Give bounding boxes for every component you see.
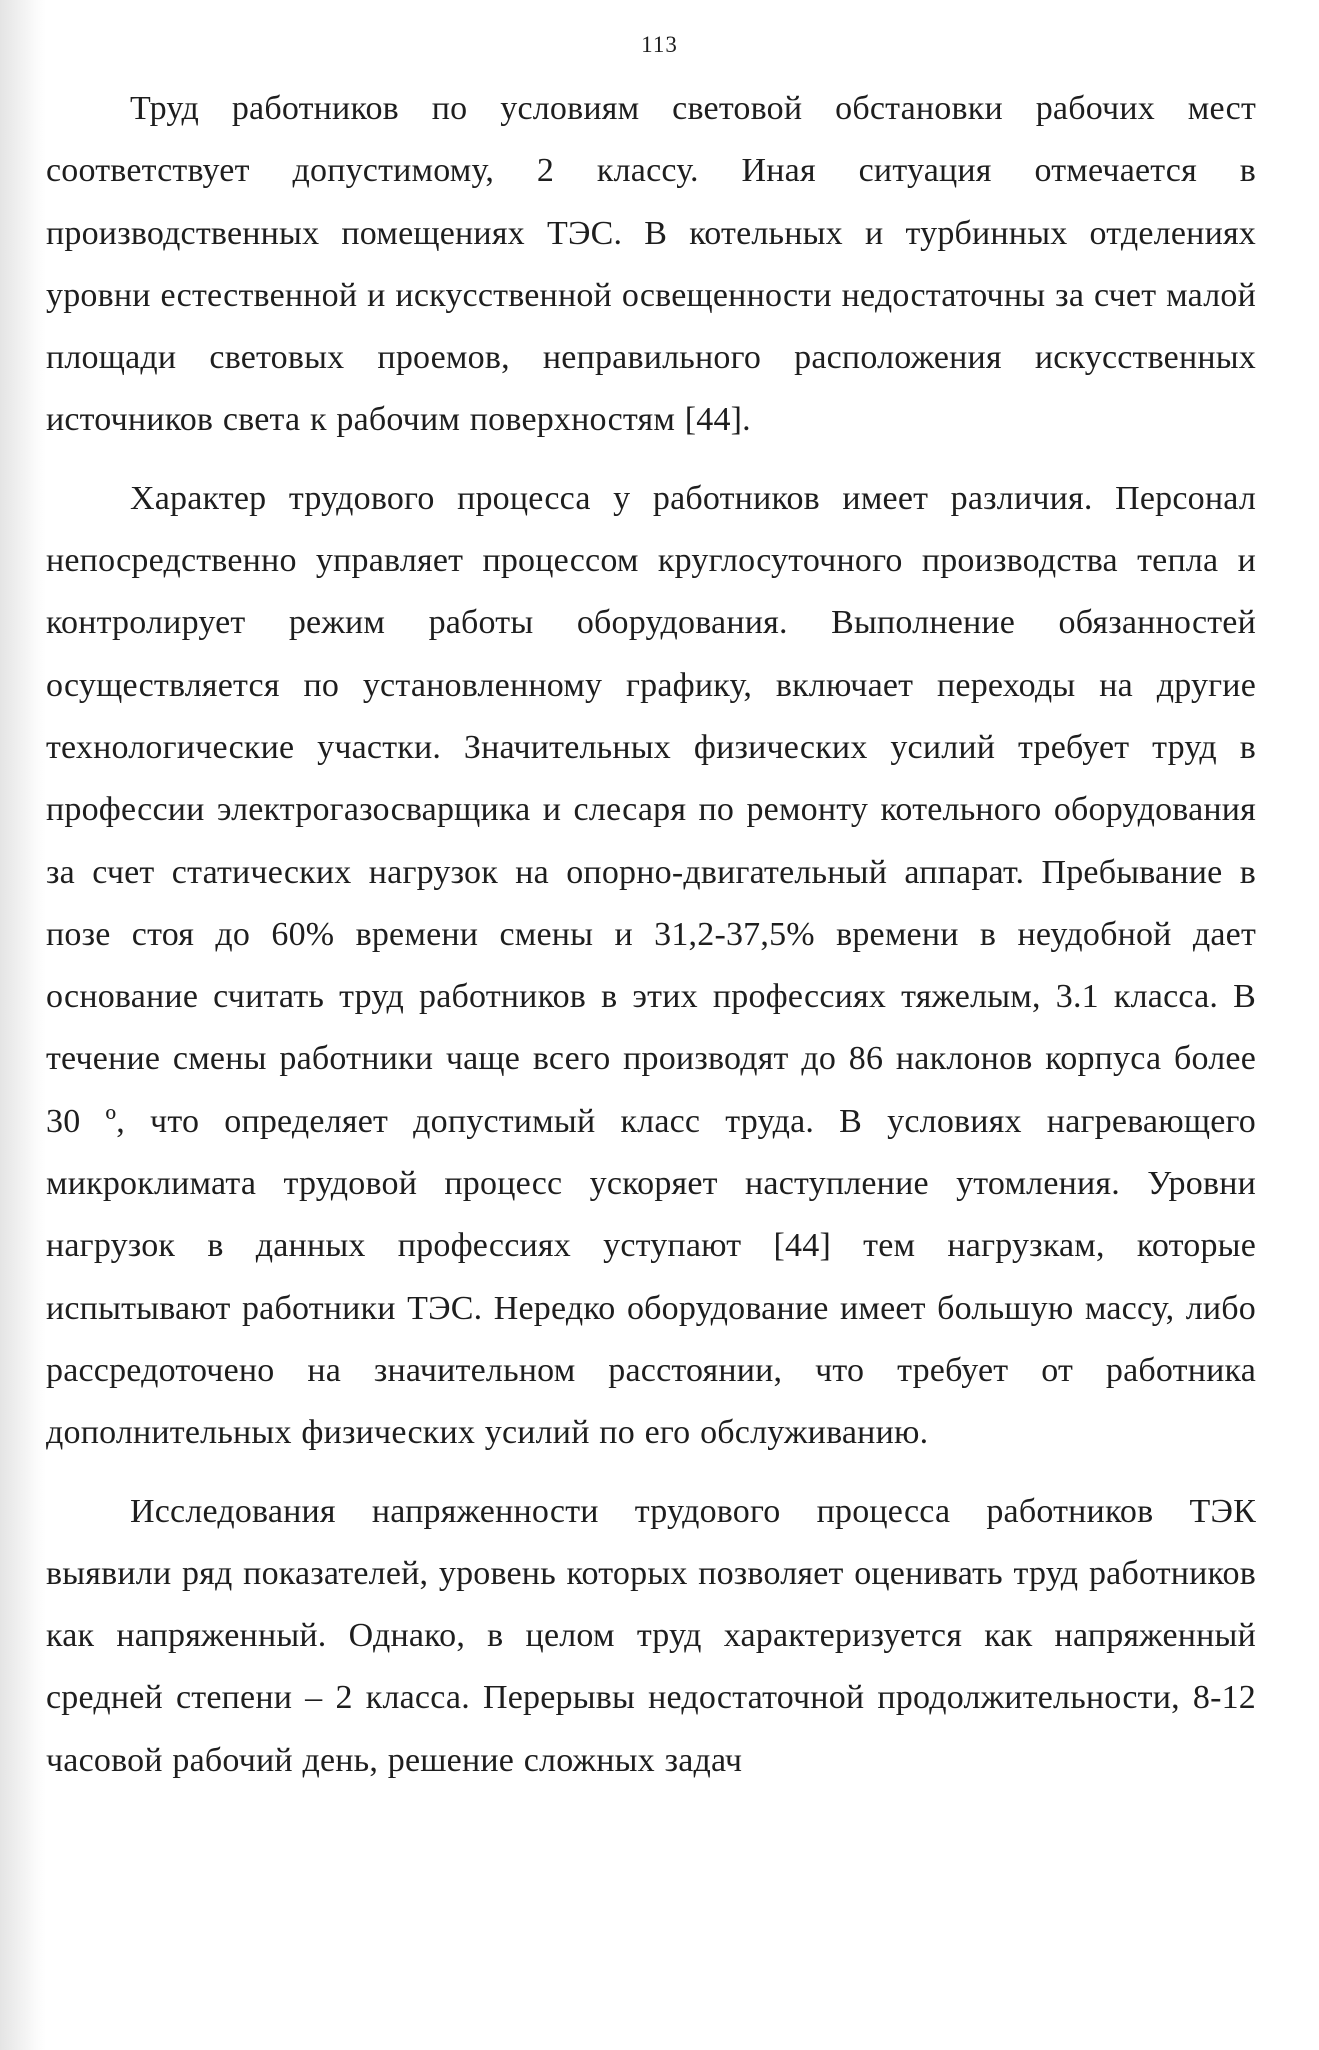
paragraph-work-process-severity: Характер трудового процесса у работников имеет различия. Персонал непосредственно управляет процессом круглосуточного производства тепла и контролирует режим работы оборудования. Выполнение обязанностей осуществляется по установленному графику, включает переходы на другие технологические участки. Значительных физических усилий требует труд в профессии электрогазосварщика и слесаря по ремонту котельного оборудования за счет статических нагрузок на опорно-двигательный аппарат. Пребывание в позе стоя до 60% времени смены и 31,2-37,5% времени в неудобной дает основание считать труд работников в этих профессиях тяжелым, 3.1 класса. В течение смены работники чаще всего производят до 86 наклонов корпуса более 30 º, что определяет допустимый класс труда. В условиях нагревающего микроклимата трудовой процесс ускоряет наступление утомления. Уровни нагрузок в данных профессиях уступают [44] тем нагрузкам, которые испытывают работники ТЭС. Нередко оборудование имеет большую массу, либо рассредоточено на значительном расстоянии, что требует от работника дополнительных физических усилий по его обслуживанию. <box>46 479 1256 1452</box>
paragraph-lighting-conditions: Труд работников по условиям световой обстановки рабочих мест соответствует допустимому, 2 классу. Иная ситуация отмечается в производственных помещениях ТЭС. В котельных и турбинных отделениях уровни естественной и искусственной освещенности недостаточны за счет малой площади световых проемов, неправильного расположения искусственных источников света к рабочим поверхностям [44]. <box>46 90 1256 439</box>
page-number: 113 <box>641 32 678 57</box>
paragraph-work-process-intensity: Исследования напряженности трудового процесса работников ТЭК выявили ряд показателей, уровень которых позволяет оценивать труд работников как напряженный. Однако, в целом труд характеризуется как напряженный средней степени – 2 класса. Перерывы недостаточной продолжительности, 8-12 часовой рабочий день, решение сложных задач <box>46 1492 1256 1779</box>
document-body <box>46 78 1256 1808</box>
scan-shadow-edge <box>0 0 46 2050</box>
